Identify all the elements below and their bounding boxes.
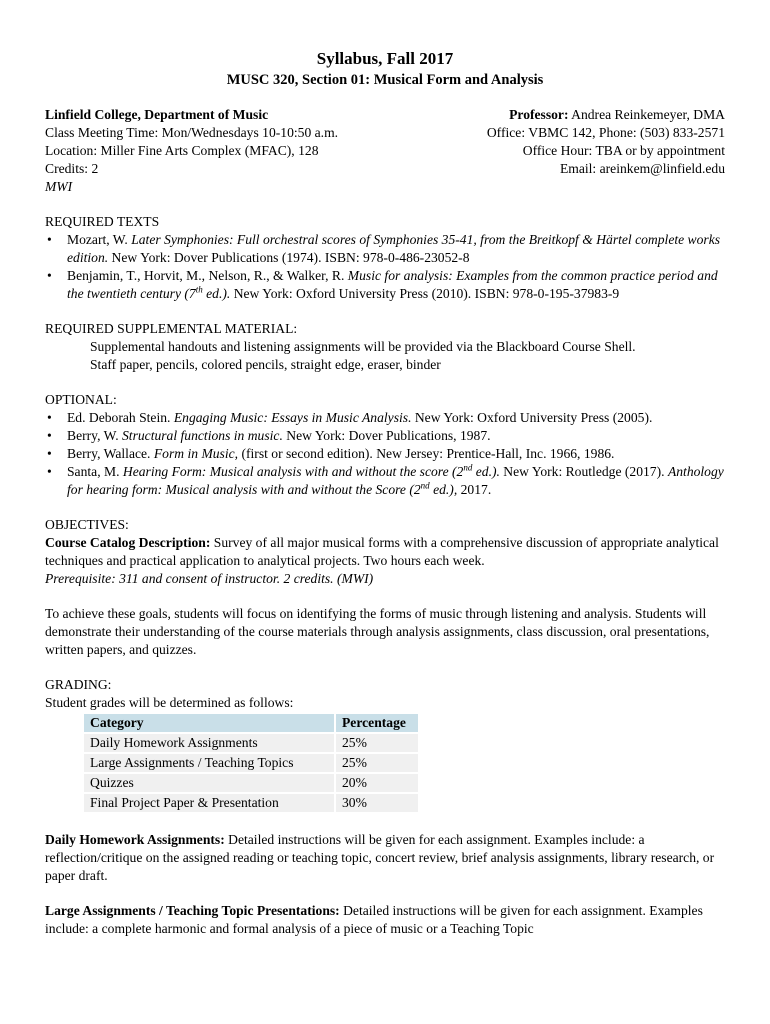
paragraph-label: Large Assignments / Teaching Topic Presentations: — [45, 903, 340, 918]
category-cell: Daily Homework Assignments — [84, 734, 334, 752]
citation-publisher: New York: Oxford University Press (2005). — [411, 410, 653, 425]
percentage-cell: 25% — [336, 734, 418, 752]
credits: Credits: 2 — [45, 161, 99, 176]
course-details — [45, 106, 338, 196]
supplemental-line: Supplemental handouts and listening assignments will be provided via the Blackboard Course Shell. — [90, 339, 636, 354]
professor-label: Professor: — [509, 107, 569, 122]
section-heading: OBJECTIVES: — [45, 517, 129, 532]
category-cell: Final Project Paper & Presentation — [84, 794, 334, 812]
citation-superscript: nd — [420, 480, 430, 491]
citation-title: Engaging Music: Essays in Music Analysis. — [173, 410, 412, 425]
citation-publisher: New York: Routledge (2017). — [499, 464, 668, 479]
list-item — [45, 463, 725, 499]
list-item — [45, 445, 725, 463]
course-subtitle: MUSC 320, Section 01: Musical Form and Analysis — [226, 72, 544, 88]
citation-author: Benjamin, T., Horvit, M., Nelson, R., & Walker, R. — [67, 268, 348, 283]
list-item — [45, 427, 725, 445]
column-header-percentage: Percentage — [336, 714, 418, 732]
institution: Linfield College, Department of Music — [45, 107, 269, 122]
grading-intro: Student grades will be determined as follows: — [45, 695, 294, 710]
section-heading: REQUIRED TEXTS — [45, 214, 160, 229]
instructor-details — [487, 106, 725, 196]
citation-superscript: th — [195, 284, 203, 295]
optional-section — [45, 391, 725, 499]
list-item — [45, 409, 725, 427]
paragraph-text: Detailed instructions will be given for each assignment. Examples include: a complete harmonic and formal analysis of a piece of music or a Teaching Topic — [45, 903, 703, 936]
professor-line — [487, 106, 725, 124]
section-heading: REQUIRED SUPPLEMENTAL MATERIAL: — [45, 321, 298, 336]
table-row — [84, 774, 418, 792]
catalog-label: Course Catalog Description: — [45, 535, 211, 550]
citation-title: ed.). — [202, 286, 231, 301]
list-item — [45, 231, 725, 267]
supplemental-section — [45, 320, 725, 374]
paragraph-label: Daily Homework Assignments: — [45, 832, 225, 847]
email: Email: areinkem@linfield.edu — [559, 161, 725, 176]
table-row — [84, 754, 418, 772]
required-texts-list — [45, 231, 725, 303]
citation-publisher: New York: Dover Publications, 1987. — [282, 428, 491, 443]
table-row — [84, 794, 418, 812]
category-cell: Large Assignments / Teaching Topics — [84, 754, 334, 772]
catalog-text: Survey of all major musical forms with a comprehensive discussion of appropriate analytical techniques and practical application to analytical projects. Two hours each week. — [45, 535, 719, 568]
section-heading: GRADING: — [45, 677, 112, 692]
catalog-description — [45, 534, 725, 570]
location: Location: Miller Fine Arts Complex (MFAC), 128 — [45, 143, 319, 158]
citation-author: Santa, M. — [67, 464, 123, 479]
large-assignments-paragraph — [45, 902, 725, 938]
designation: MWI — [45, 179, 73, 194]
list-item — [45, 267, 725, 303]
table-row — [84, 734, 418, 752]
professor-name: Andrea Reinkemeyer, DMA — [568, 107, 725, 122]
required-texts-section — [45, 213, 725, 303]
citation-publisher: New York: Dover Publications (1974). ISBN: 978-0-486-23052-8 — [108, 250, 470, 265]
supplemental-line: Staff paper, pencils, colored pencils, straight edge, eraser, binder — [90, 357, 441, 372]
citation-title: Anthology for hearing form: Musical analysis with and without the Score (2 — [67, 464, 724, 497]
page-title: Syllabus, Fall 2017 — [316, 49, 454, 68]
daily-homework-paragraph — [45, 831, 725, 885]
citation-title: Form in Music, — [153, 446, 239, 461]
citation-title: Structural functions in music. — [122, 428, 283, 443]
course-info-header — [45, 106, 725, 196]
citation-title: Hearing Form: Musical analysis with and without the score (2 — [122, 464, 464, 479]
column-header-category: Category — [84, 714, 334, 732]
office: Office: VBMC 142, Phone: (503) 833-2571 — [486, 125, 725, 140]
citation-author: Mozart, W. — [67, 232, 132, 247]
section-heading: OPTIONAL: — [45, 392, 117, 407]
objectives-section — [45, 516, 725, 588]
paragraph-text: Detailed instructions will be given for each assignment. Examples include: a reflection/critique on the assigned reading or teaching topic, concert review, brief analysis assignments, library research, or paper draft. — [45, 832, 715, 883]
grading-section — [45, 676, 725, 814]
citation-superscript: nd — [463, 462, 473, 473]
optional-texts-list — [45, 409, 725, 499]
citation-title: ed.), — [429, 482, 458, 497]
category-cell: Quizzes — [84, 774, 334, 792]
citation-title: Later Symphonies: Full orchestral scores of Symphonies 35-41, from the Breitkopf & Härtel complete works edition. — [67, 232, 721, 265]
percentage-cell: 20% — [336, 774, 418, 792]
goals-paragraph: To achieve these goals, students will focus on identifying the forms of music through listening and analysis. Students will demonstrate their understanding of the course materials through analysis assignments, class discussion, oral presentations, written papers, and quizzes. — [45, 606, 710, 657]
citation-publisher: New York: Oxford University Press (2010). ISBN: 978-0-195-37983-9 — [230, 286, 620, 301]
meeting-time: Class Meeting Time: Mon/Wednesdays 10-10:50 a.m. — [45, 125, 339, 140]
citation-author: Ed. Deborah Stein. — [67, 410, 174, 425]
prerequisite: Prerequisite: 311 and consent of instructor. 2 credits. (MWI) — [45, 571, 374, 586]
office-hour: Office Hour: TBA or by appointment — [522, 143, 725, 158]
grading-table — [82, 712, 420, 814]
citation-title: ed.). — [472, 464, 500, 479]
table-header-row — [84, 714, 418, 732]
percentage-cell: 25% — [336, 754, 418, 772]
citation-year: 2017. — [457, 482, 492, 497]
citation-title: Music for analysis: Examples from the common practice period and the twentieth century (7 — [67, 268, 718, 301]
citation-author: Berry, Wallace. — [67, 446, 154, 461]
percentage-cell: 30% — [336, 794, 418, 812]
citation-publisher: (first or second edition). New Jersey: Prentice-Hall, Inc. 1966, 1986. — [238, 446, 615, 461]
citation-author: Berry, W. — [67, 428, 122, 443]
